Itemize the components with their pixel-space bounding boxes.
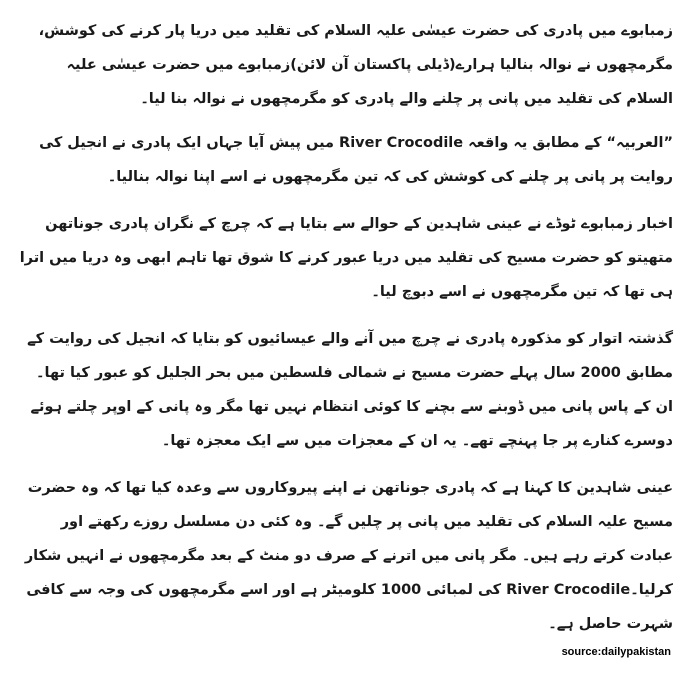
article-paragraph-1: زمبابوے میں پادری کی حضرت عیسٰی علیہ السلام کی تقلید میں دریا پار کرنے کی کوشش، مگرمچھوں نے نوالہ بنالیا ہرارے(ڈیلی پاکستان آن لائن)زمبابوے میں حضرت عیسٰی علیہ السلام کی تقلید میں پانی پر چلنے والے پادری کو مگرمچھوں نے نوالہ بنا لیا۔ bbox=[38, 23, 673, 107]
article-body bbox=[18, 14, 673, 654]
source-credit: source:dailypakistan bbox=[561, 646, 671, 658]
article-paragraph-3: اخبار زمبابوے ٹوڈے نے عینی شاہدین کے حوالے سے بتایا ہے کہ چرچ کے نگران پادری جوناتھن متھیتو کو حضرت مسیح کی تقلید میں دریا عبور کرنے کا شوق تھا تاہم ابھی وہ دریا میں اترا ہی تھا کہ تین مگرمچھوں نے اسے دبوچ لیا۔ bbox=[19, 216, 673, 300]
article-paragraph-4: گذشتہ اتوار کو مذکورہ پادری نے چرچ میں آنے والے عیسائیوں کو بتایا کہ انجیل کی روایت کے مطابق 2000 سال پہلے حضرت مسیح نے شمالی فلسطین میں بحر الجلیل کو عبور کیا تھا۔ ان کے پاس پانی میں ڈوبنے سے بچنے کا کوئی انتظام نہیں تھا مگر وہ پانی کے اوپر چلتے ہوئے دوسرے کنارے پر جا پہنچے تھے۔ یہ ان کے معجزات میں سے ایک معجزہ تھا۔ bbox=[27, 331, 673, 449]
article-paragraph-2: ”العربیہ“ کے مطابق یہ واقعہ River Crocodile میں پیش آیا جہاں ایک پادری نے انجیل کی روایت پر پانی پر چلنے کی کوشش کی کہ تین مگرمچھوں نے اسے اپنا نوالہ بنالیا۔ bbox=[39, 135, 673, 185]
article-paragraph-5: عینی شاہدین کا کہنا ہے کہ پادری جوناتھن نے اپنے پیروکاروں سے وعدہ کیا تھا کہ وہ حضرت مسیح علیہ السلام کی تقلید میں پانی پر چلیں گے۔ وہ کئی دن مسلسل روزے رکھتے اور عبادت کرتے رہے ہیں۔ مگر پانی میں اترنے کے صرف دو منٹ کے بعد مگرمچھوں نے انہیں شکار کرلیا۔River Crocodile کی لمبائی 1000 کلومیٹر ہے اور اسے مگرمچھوں کی وجہ سے کافی شہرت حاصل ہے۔ bbox=[24, 480, 673, 632]
